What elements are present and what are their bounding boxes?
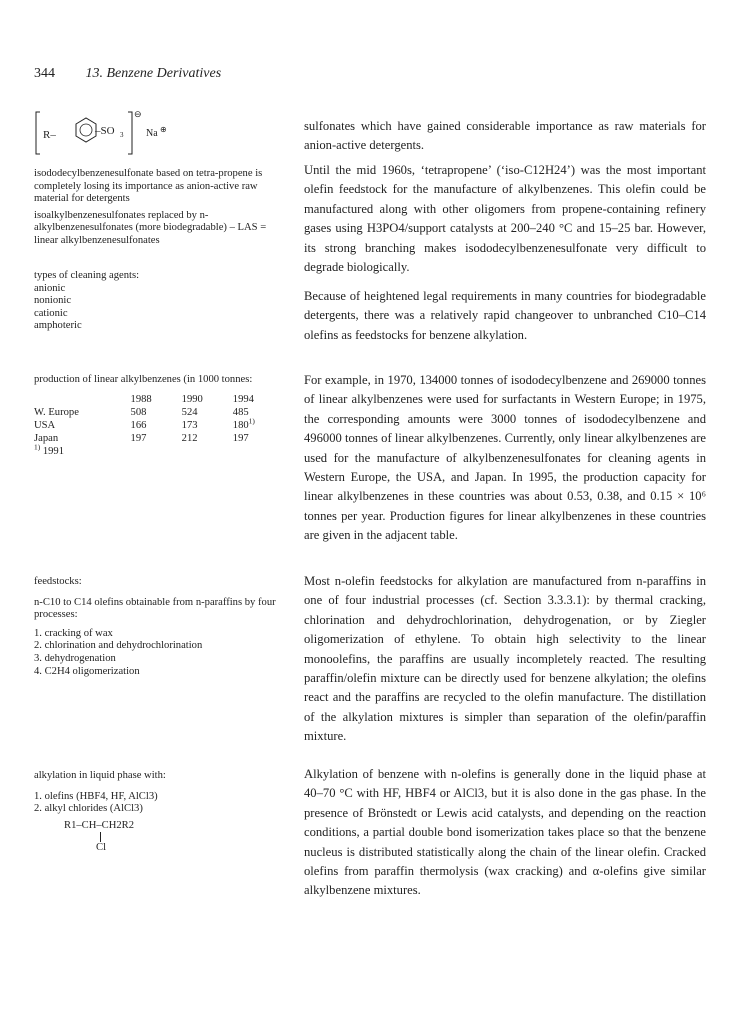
sidenote-las: isoalkylbenzenesulfonates replaced by n-alkylbenzenesulfonates (more biodegradable) – LAS = linear alkylbenzenesulfonates [34,209,267,246]
paragraph-6 [304,765,706,901]
main-text: Most n-olefin feedstocks for alkylation are manufactured from n-paraffins in one of four industrial processes (cf. Section 3.3.3.1): by thermal cracking, chlorination and dehydrochlorination, dehydrogenation, or by Ziegler oligomerization of ethylene. To obtain high selectivity to the linear monoolefins, the paraffins are usually incompletely reacted. The resulting paraffin/olefin mixture can be directly used for benzene alkylation; the olefins react and the paraffins are recycled to the olefin manufacture. The distillation of the alkylation mixtures is simpler than separation of the olefin/paraffin mixture. [304,574,706,744]
list-item: 1. cracking of wax [34,627,113,639]
main-text: Alkylation of benzene with n-olefins is generally done in the liquid phase at 40–70 °C with HF, HBF4 or AlCl3, but it is also done in the gas phase. In the presence of Brönstedt or Lewis acid catalysts, and depending on the reaction conditions, a partial double bond isomerization takes place so that the benzene nucleus is distributed statistically along the chain of the linear olefin. Cracked olefins from paraffin thermolysis (wax cracking) and α-olefins give similar alkylbenzene mixtures. [304,767,706,898]
list-item: 2. alkyl chlorides (AlCl3) [34,803,143,815]
footnote-mark: 1) [34,442,41,452]
process-list [34,628,284,678]
alkyl-chloride-formula [34,820,284,856]
footnote-text: 1991 [42,445,65,457]
benzene-ring [76,118,96,142]
sodium-ion: Na [146,128,158,139]
year-header: 1990 [181,393,203,405]
sidenote-feedstocks [34,576,284,678]
paragraph-1 [304,117,706,156]
table-footnote-row [34,445,284,458]
value-cell: 197 [130,432,147,444]
list-item: 1. olefins (HBF4, HF, AlCl3) [34,790,158,802]
so3-subscript: 3 [120,131,124,139]
aromatic-circle [80,124,92,136]
alkylation-list [34,791,284,816]
value-cell: 197 [232,432,249,444]
chapter-title: 13. Benzene Derivatives [85,66,222,81]
running-header [34,66,221,82]
table-header-row [34,393,284,406]
feedstocks-intro: n-C10 to C14 olefins obtainable from n-paraffins by four processes: [34,596,276,621]
alkylation-title: alkylation in liquid phase with: [34,770,166,781]
value-cell: 508 [130,406,147,418]
list-item: anionic [34,282,66,294]
main-text: Until the mid 1960s, ‘tetrapropene’ (‘iso-C12H24’) was the most important olefin feedstock for the manufacture of alkylbenzenes. This olefin could be manufactured along with other oligomers from propene-containing refinery gases using H3PO4/support catalysts at 200–240 °C and 15–25 bar. However, its strong branching makes isododecylbenzenesulfonate very difficult to degrade biologically. [304,163,706,275]
paragraph-5 [304,572,706,747]
paragraph-2 [304,161,706,277]
main-text: Because of heightened legal requirements in many countries for biodegradable detergents, there was a relatively rapid changeover to unbranched C10–C14 olefins as feedstocks for benzene alkylation. [304,289,706,342]
year-header: 1988 [130,393,152,405]
region-cell: USA [34,419,56,431]
page-number: 344 [34,66,55,81]
main-text: For example, in 1970, 134000 tonnes of isododecylbenzene and 269000 tonnes of linear alkylbenzenes were used for surfactants in Western Europe; in 1975, the corresponding amounts were 3000 tonnes of isododecylbenzene and 496000 tonnes of linear alkylbenzenes. Currently, only linear alkylbenzenes are used for the manufacture of alkylbenzenesulfonates for cleaning agents in Western Europe, the USA, and Japan. In 1995, the production capacity for linear alkylbenzenes in these countries was about 0.53, 0.38, and 0.15 × 10⁶ tonnes per year. Production figures for linear alkylbenzenes in these countries are given in the adjacent table. [304,373,706,543]
sulfonate-structure [34,108,274,160]
table-row [34,406,284,419]
table-row [34,432,284,445]
value-cell: 524 [181,406,198,418]
chem-substituent: Cl [96,841,107,853]
value-cell: 212 [181,432,198,444]
list-item: cationic [34,307,68,319]
list-item: nonionic [34,295,72,307]
bond-line [100,832,101,842]
negative-charge: ⊖ [134,109,142,119]
main-text: sulfonates which have gained considerable importance as raw materials for anion-active detergents. [304,119,706,153]
sidenote-block-1 [34,168,284,252]
footnote-ref: 1) [248,416,255,426]
sidenote-cleaning [34,270,284,333]
paragraph-4 [304,371,706,546]
sidenote-production [34,374,284,458]
sidenote-alkylation [34,770,284,856]
list-item: amphoteric [34,320,82,332]
chem-formula: R1–CH–CH2R2 [64,819,135,831]
list-item: 4. C2H4 oligomerization [34,665,140,677]
sidenote-isododecyl: isododecylbenzenesulfonate based on tetra-propene is completely losing its importance as anion-active raw material for detergents [34,168,263,205]
production-table [34,393,284,458]
positive-charge: ⊕ [160,125,167,134]
paragraph-3 [304,287,706,345]
list-item: 2. chlorination and dehydrochlorination [34,640,203,652]
cleaning-title: types of cleaning agents: [34,270,140,281]
value-cell [232,416,284,432]
region-cell: Japan [34,432,59,444]
year-header: 1994 [232,393,254,405]
production-title: production of linear alkylbenzenes (in 1000 tonnes: [34,374,253,385]
value-cell: 166 [130,419,147,431]
so3-label: –SO [95,125,115,137]
cleaning-types-list [34,283,284,333]
value-text: 180 [232,419,249,431]
feedstocks-title: feedstocks: [34,576,82,587]
list-item: 3. dehydrogenation [34,652,116,664]
value-cell: 485 [232,406,249,418]
region-cell: W. Europe [34,406,79,418]
table-row [34,419,284,432]
r-group-label: R– [43,129,56,141]
value-cell: 173 [181,419,198,431]
